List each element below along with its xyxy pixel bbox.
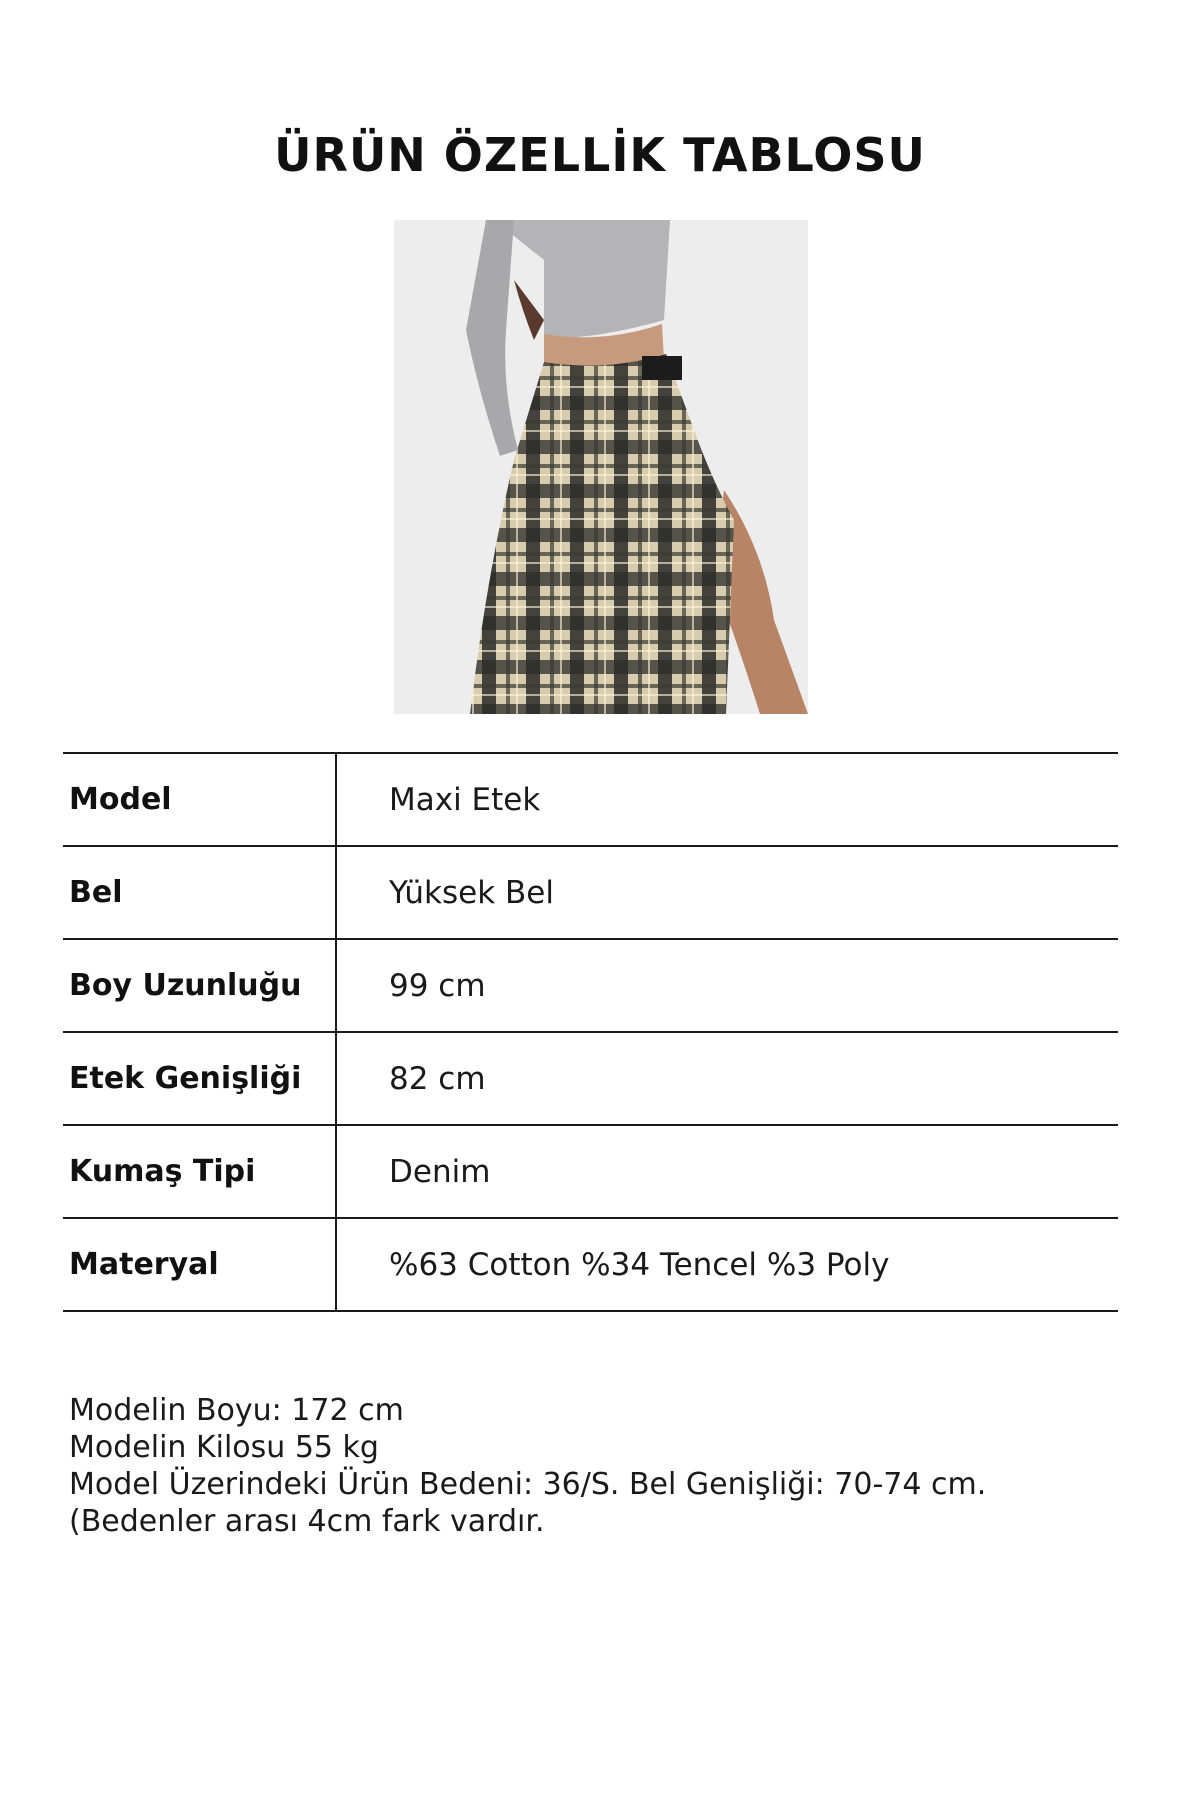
spec-label: Model: [63, 753, 336, 846]
spec-row-bel: [63, 846, 1118, 939]
spec-value: 82 cm: [336, 1032, 1118, 1125]
spec-value: %63 Cotton %34 Tencel %3 Poly: [336, 1218, 1118, 1311]
spec-table: [63, 752, 1118, 1312]
spec-row-model: [63, 753, 1118, 846]
spec-label: Boy Uzunluğu: [63, 939, 336, 1032]
spec-row-materyal: [63, 1218, 1118, 1311]
spec-value: Yüksek Bel: [336, 846, 1118, 939]
note-model-weight: Modelin Kilosu 55 kg: [69, 1430, 379, 1465]
model-notes: [69, 1392, 1129, 1540]
spec-label: Bel: [63, 846, 336, 939]
note-model-height: Modelin Boyu: 172 cm: [69, 1393, 404, 1428]
spec-row-kumas-tipi: [63, 1125, 1118, 1218]
page-title: ÜRÜN ÖZELLİK TABLOSU: [274, 128, 926, 182]
spec-value: Denim: [336, 1125, 1118, 1218]
spec-label: Etek Genişliği: [63, 1032, 336, 1125]
spec-row-etek-genisligi: [63, 1032, 1118, 1125]
spec-row-boy: [63, 939, 1118, 1032]
spec-value: Maxi Etek: [336, 753, 1118, 846]
note-size-info: Model Üzerindeki Ürün Bedeni: 36/S. Bel Genişliği: 70-74 cm. (Bedenler arası 4cm fark vardır.: [69, 1467, 987, 1539]
spec-label: Kumaş Tipi: [63, 1125, 336, 1218]
product-photo: [394, 220, 808, 714]
spec-value: 99 cm: [336, 939, 1118, 1032]
spec-label: Materyal: [63, 1218, 336, 1311]
